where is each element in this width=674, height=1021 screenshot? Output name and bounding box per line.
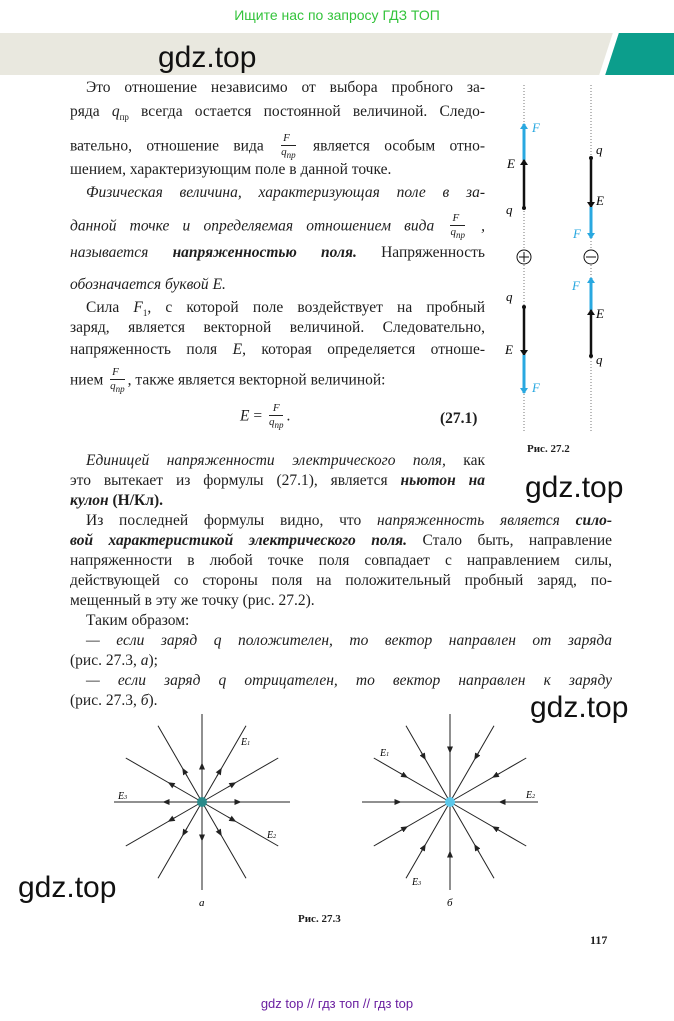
field-arrowhead [421, 752, 424, 757]
test-charge-dot [589, 354, 593, 358]
field-line [406, 726, 450, 802]
text-line: Таким образом: [86, 612, 190, 629]
footer-links[interactable]: gdz top // гдз топ // гдз top [260, 996, 414, 1011]
text-line: обозначается буквой E. [70, 276, 226, 293]
field-arrowhead [495, 773, 500, 776]
text-line: Физическая величина, характеризующая поле в за- [86, 184, 485, 201]
watermark: gdz.top [158, 41, 257, 74]
label-F: F [532, 120, 540, 135]
text-line: шением, характеризующим поле в данной точке. [70, 161, 392, 178]
label-qc: q [596, 352, 603, 367]
label-a: а [199, 897, 205, 909]
field-line [450, 758, 526, 802]
label-E1: E1 [241, 737, 251, 748]
text-line: ряда $q_{пр}$ всегда остается постоянной величиной. Следо- [70, 103, 485, 123]
text-line: напряженность поля E, которая определяется отноше- [70, 341, 486, 358]
field-line [374, 758, 450, 802]
field-arrowhead [184, 828, 187, 833]
field-line [158, 802, 202, 878]
field-arrowhead [476, 752, 479, 757]
watermark: gdz.top [18, 871, 117, 904]
field-line [406, 802, 450, 878]
text-line: — если заряд q отрицателен, то вектор направлен к заряду [86, 672, 612, 689]
field-line [374, 802, 450, 846]
field-line [450, 726, 494, 802]
field-line [450, 802, 526, 846]
label-E: E [596, 306, 604, 321]
positive-charge-icon [197, 797, 207, 807]
text-line: Единицей напряженности электрического поля, как [86, 452, 486, 469]
label-E3: E3 [412, 877, 422, 888]
label-E1: E1 [380, 748, 390, 759]
label-E2: E2 [267, 830, 277, 841]
field-line [158, 726, 202, 802]
text-line: называется напряженностью поля. Напряженность [70, 244, 485, 261]
text-line: мещенный в эту же точку (рис. 27.2). [70, 592, 315, 609]
field-arrowhead [476, 847, 479, 852]
watermark: gdz.top [525, 471, 624, 504]
formula-27-1: E = $\frac{F}{q_{пр}}$ . [240, 402, 291, 431]
field-arrowhead [217, 771, 220, 776]
label-E3: E3 [118, 791, 128, 802]
text-line: действующей со стороны поля на положительный пробный заряд, по- [70, 572, 612, 589]
figure-27-3 [114, 714, 538, 890]
field-arrowhead [184, 771, 187, 776]
fraction: $\frac{F}{q_{пр}}$ [110, 366, 125, 395]
negative-charge-icon [445, 797, 455, 807]
fraction: $\frac{F}{q_{пр}}$ [268, 402, 284, 431]
field-arrowhead [171, 817, 176, 820]
test-charge-dot [522, 206, 526, 210]
label-qc: q [506, 202, 513, 217]
figure-caption: Рис. 27.2 [527, 443, 570, 455]
label-b: б [447, 897, 453, 909]
fraction: $\frac{F}{q_{пр}}$ [450, 212, 465, 241]
search-banner[interactable]: Ищите нас по запросу ГДЗ ТОП [234, 7, 440, 23]
field-line [126, 758, 202, 802]
field-arrowhead [421, 847, 424, 852]
label-F: F [532, 380, 540, 395]
label-qc: q [596, 142, 603, 157]
text-line: вой характеристикой электрического поля. Стало быть, направление [70, 532, 612, 549]
label-F: F [573, 226, 581, 241]
fraction: $\frac{F}{q_{пр}}$ [281, 132, 296, 161]
text-line: вательно, отношение вида $\frac{F}{q_{пр}}$ является особым отно- [70, 132, 486, 161]
field-line [202, 802, 246, 878]
figure-caption: Рис. 27.3 [298, 913, 341, 925]
watermark: gdz.top [530, 691, 629, 724]
label-F: F [572, 278, 580, 293]
label-E: E [596, 193, 604, 208]
text-line: (рис. 27.3, а); [70, 652, 158, 669]
field-arrowhead [228, 817, 233, 820]
field-line [202, 758, 278, 802]
text-line: нием $\frac{F}{q_{пр}}$ , также является векторной величиной: [70, 366, 386, 395]
text-line: Из последней формулы видно, что напряженность является сило- [86, 512, 613, 529]
text-line: Сила $F_1$, с которой поле воздействует на пробный [86, 299, 486, 319]
field-arrowhead [400, 773, 405, 776]
text-line: Это отношение независимо от выбора пробного за- [86, 79, 485, 96]
label-E: E [507, 156, 515, 171]
field-line [202, 726, 246, 802]
field-arrowhead [495, 828, 500, 831]
formula-number: (27.1) [440, 410, 478, 427]
text-line: заряд, является векторной величиной. Следовательно, [70, 319, 485, 336]
field-arrowhead [217, 828, 220, 833]
field-line [126, 802, 202, 846]
field-arrowhead [171, 784, 176, 787]
field-line [450, 802, 494, 878]
text-line: (рис. 27.3, б). [70, 692, 158, 709]
text-line: данной точке и определяемая отношением вида $\frac{F}{q_{пр}}$ , [70, 212, 485, 241]
label-qc: q [506, 289, 513, 304]
label-E2: E2 [526, 790, 536, 801]
text-line: это вытекает из формулы (27.1), является ньютон на [70, 472, 485, 489]
field-arrowhead [400, 828, 405, 831]
label-E: E [505, 342, 513, 357]
text-line: кулон (Н/Кл). [70, 492, 164, 509]
page-number: 117 [590, 933, 608, 947]
text-line: — если заряд q положителен, то вектор направлен от заряда [86, 632, 612, 649]
field-arrowhead [228, 784, 233, 787]
text-line: напряженности в любой точке поля совпадает с направлением силы, [70, 552, 612, 569]
